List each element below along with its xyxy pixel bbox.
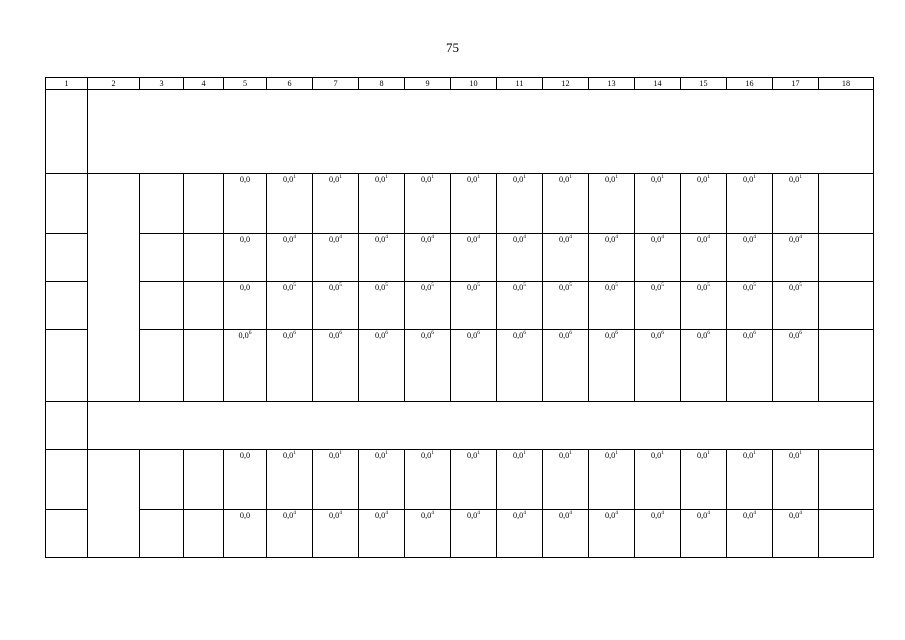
footnote-mark: 6	[339, 330, 342, 337]
footnote-mark: 1	[431, 450, 434, 457]
value-cell: $0,0^4$	[313, 234, 359, 282]
footnote-mark: 4	[707, 234, 710, 241]
value-cell	[184, 234, 224, 282]
table-row	[46, 234, 874, 282]
row-number	[46, 330, 88, 402]
value-cell: $0,0^1$	[727, 450, 773, 510]
footnote-mark: 4	[569, 234, 572, 241]
column-header: 8	[359, 78, 405, 90]
footnote-mark: 4	[431, 510, 434, 517]
footnote-mark: 5	[293, 282, 296, 289]
value-cell: $0,0^5$	[635, 282, 681, 330]
footnote-mark: 1	[477, 174, 480, 181]
value-cell: $0,0^4$	[497, 510, 543, 558]
value-cell: $0,0^1$	[451, 450, 497, 510]
value-cell: $0,0^4$	[727, 510, 773, 558]
footnote-mark: 6	[661, 330, 664, 337]
table-row	[46, 450, 874, 510]
column-header: 1	[46, 78, 88, 90]
responsible-organization	[88, 450, 140, 558]
footnote-mark: 4	[523, 234, 526, 241]
table-row	[46, 510, 874, 558]
column-header: 16	[727, 78, 773, 90]
value-cell: $0,0^4$	[267, 234, 313, 282]
value-cell: $0,0^4$	[773, 234, 819, 282]
value-cell: $0,0^1$	[635, 450, 681, 510]
value-cell: $0,0^4$	[359, 510, 405, 558]
footnote-mark: 4	[339, 234, 342, 241]
value-cell	[819, 450, 874, 510]
footnote-mark: 4	[661, 510, 664, 517]
value-cell: $0,0^6$	[635, 330, 681, 402]
footnote-mark: 5	[477, 282, 480, 289]
section-description	[88, 90, 874, 174]
footnote-mark: 1	[799, 450, 802, 457]
value-cell: $0,0^5$	[313, 282, 359, 330]
value-cell: $0,0^1$	[359, 450, 405, 510]
column-header: 14	[635, 78, 681, 90]
footnote-mark: 6	[799, 330, 802, 337]
footnote-mark: 1	[615, 450, 618, 457]
footnote-mark: 5	[385, 282, 388, 289]
footnote-mark: 1	[293, 174, 296, 181]
value-cell: $0,0^6$	[405, 330, 451, 402]
footnote-mark: 6	[477, 330, 480, 337]
footnote-mark: 4	[661, 234, 664, 241]
value-cell: $0,0^4$	[635, 510, 681, 558]
value-cell: $0,0^4$	[497, 234, 543, 282]
footnote-mark: 6	[615, 330, 618, 337]
value-cell: $0,0^4$	[359, 234, 405, 282]
value-cell	[819, 510, 874, 558]
column-header: 9	[405, 78, 451, 90]
value-cell: $0,0^1$	[497, 450, 543, 510]
value-cell	[184, 510, 224, 558]
footnote-mark: 1	[523, 450, 526, 457]
value-cell: $0,0^4$	[635, 234, 681, 282]
value-cell	[819, 330, 874, 402]
value-cell: $0,0^6$	[681, 330, 727, 402]
footnote-mark: 5	[753, 282, 756, 289]
row-number	[46, 282, 88, 330]
footnote-mark: 6	[293, 330, 296, 337]
footnote-mark: 1	[661, 174, 664, 181]
footnote-mark: 4	[707, 510, 710, 517]
value-cell: $0,0^1$	[405, 174, 451, 234]
footnote-mark: 1	[707, 174, 710, 181]
value-cell: $0,0^4$	[773, 510, 819, 558]
value-cell: 0,0	[224, 234, 267, 282]
column-header: 12	[543, 78, 589, 90]
value-cell: $0,0^5$	[727, 282, 773, 330]
value-cell: $0,0^4$	[405, 510, 451, 558]
row-number	[46, 90, 88, 174]
value-cell: $0,0^6$	[224, 330, 267, 402]
footnote-mark: 6	[707, 330, 710, 337]
column-header: 15	[681, 78, 727, 90]
footnote-mark: 6	[385, 330, 388, 337]
footnote-mark: 4	[385, 234, 388, 241]
value-cell	[184, 282, 224, 330]
row-number	[46, 450, 88, 510]
value-cell: $0,0^4$	[589, 234, 635, 282]
value-cell: $0,0^1$	[451, 174, 497, 234]
value-cell: $0,0^4$	[681, 234, 727, 282]
row-number	[46, 402, 88, 450]
value-cell: $0,0^4$	[267, 510, 313, 558]
value-cell: $0,0^1$	[589, 174, 635, 234]
footnote-mark: 1	[707, 450, 710, 457]
value-cell: $0,0^6$	[267, 330, 313, 402]
column-header: 7	[313, 78, 359, 90]
table-row	[46, 282, 874, 330]
footnote-mark: 4	[293, 510, 296, 517]
footnote-mark: 4	[431, 234, 434, 241]
value-cell: $0,0^4$	[543, 510, 589, 558]
funding-source	[140, 174, 184, 234]
value-cell: $0,0^5$	[405, 282, 451, 330]
value-cell	[184, 174, 224, 234]
footnote-mark: 5	[661, 282, 664, 289]
value-cell: 0,0	[224, 450, 267, 510]
footnote-mark: 5	[707, 282, 710, 289]
value-cell: $0,0^1$	[267, 174, 313, 234]
section-row	[46, 402, 874, 450]
table-row	[46, 174, 874, 234]
value-cell: $0,0^6$	[543, 330, 589, 402]
footnote-mark: 6	[569, 330, 572, 337]
value-cell: $0,0^5$	[773, 282, 819, 330]
value-cell: $0,0^1$	[635, 174, 681, 234]
funding-source	[140, 234, 184, 282]
footnote-mark: 6	[523, 330, 526, 337]
footnote-mark: 1	[523, 174, 526, 181]
value-cell: 0,0	[224, 174, 267, 234]
value-cell: $0,0^6$	[313, 330, 359, 402]
value-cell: $0,0^6$	[497, 330, 543, 402]
footnote-mark: 1	[431, 174, 434, 181]
value-cell: $0,0^1$	[543, 174, 589, 234]
value-cell: $0,0^6$	[773, 330, 819, 402]
value-cell: $0,0^4$	[405, 234, 451, 282]
page-number: 75	[446, 40, 459, 55]
column-header: 4	[184, 78, 224, 90]
value-cell: $0,0^5$	[451, 282, 497, 330]
footnote-mark: 5	[569, 282, 572, 289]
footnote-mark: 4	[615, 234, 618, 241]
footnote-mark: 1	[569, 174, 572, 181]
footnote-mark: 5	[799, 282, 802, 289]
responsible-organization	[88, 174, 140, 402]
budget-table	[45, 77, 874, 558]
value-cell: $0,0^1$	[405, 450, 451, 510]
value-cell	[819, 282, 874, 330]
footnote-mark: 4	[293, 234, 296, 241]
footnote-mark: 1	[661, 450, 664, 457]
value-cell: $0,0^1$	[681, 174, 727, 234]
footnote-mark: 1	[385, 450, 388, 457]
table-row	[46, 330, 874, 402]
column-header: 3	[140, 78, 184, 90]
footnote-mark: 1	[477, 450, 480, 457]
value-cell: $0,0^1$	[543, 450, 589, 510]
column-header: 5	[224, 78, 267, 90]
footnote-mark: 6	[753, 330, 756, 337]
column-header: 10	[451, 78, 497, 90]
footnote-mark: 4	[477, 234, 480, 241]
footnote-mark: 1	[799, 174, 802, 181]
value-cell	[819, 234, 874, 282]
footnote-mark: 4	[799, 234, 802, 241]
column-header: 13	[589, 78, 635, 90]
value-cell: $0,0^5$	[543, 282, 589, 330]
row-number	[46, 234, 88, 282]
footnote-mark: 5	[615, 282, 618, 289]
column-header: 11	[497, 78, 543, 90]
footnote-mark: 4	[615, 510, 618, 517]
footnote-mark: 1	[569, 450, 572, 457]
funding-source	[140, 282, 184, 330]
value-cell: $0,0^1$	[727, 174, 773, 234]
value-cell: $0,0^6$	[727, 330, 773, 402]
footnote-mark: 4	[477, 510, 480, 517]
value-cell: $0,0^6$	[359, 330, 405, 402]
value-cell: 0,0	[224, 282, 267, 330]
funding-source	[140, 330, 184, 402]
value-cell: $0,0^1$	[313, 174, 359, 234]
value-cell: $0,0^5$	[267, 282, 313, 330]
row-number	[46, 174, 88, 234]
footnote-mark: 4	[753, 234, 756, 241]
footnote-mark: 1	[339, 174, 342, 181]
value-cell: $0,0^1$	[773, 450, 819, 510]
value-cell: $0,0^5$	[497, 282, 543, 330]
footnote-mark: 5	[523, 282, 526, 289]
value-cell: $0,0^1$	[681, 450, 727, 510]
footnote-mark: 6	[248, 330, 252, 337]
value-cell: $0,0^1$	[359, 174, 405, 234]
column-header: 18	[819, 78, 874, 90]
value-cell: $0,0^4$	[589, 510, 635, 558]
value-cell: $0,0^1$	[267, 450, 313, 510]
footnote-mark: 4	[799, 510, 802, 517]
funding-source	[140, 510, 184, 558]
footnote-mark: 1	[339, 450, 342, 457]
value-cell: $0,0^1$	[313, 450, 359, 510]
value-cell	[184, 450, 224, 510]
footnote-mark: 1	[385, 174, 388, 181]
footnote-mark: 4	[523, 510, 526, 517]
footnote-mark: 4	[569, 510, 572, 517]
footnote-mark: 5	[431, 282, 434, 289]
column-header: 6	[267, 78, 313, 90]
footnote-mark: 6	[431, 330, 434, 337]
value-cell: $0,0^1$	[773, 174, 819, 234]
footnote-mark: 4	[385, 510, 388, 517]
funding-source	[140, 450, 184, 510]
value-cell: $0,0^4$	[451, 234, 497, 282]
value-cell: $0,0^4$	[543, 234, 589, 282]
value-cell: $0,0^5$	[359, 282, 405, 330]
section-description	[88, 402, 874, 450]
footnote-mark: 1	[293, 450, 296, 457]
value-cell: $0,0^4$	[727, 234, 773, 282]
footnote-mark: 1	[753, 174, 756, 181]
value-cell: $0,0^5$	[589, 282, 635, 330]
footnote-mark: 4	[339, 510, 342, 517]
footnote-mark: 5	[339, 282, 342, 289]
value-cell	[819, 174, 874, 234]
value-cell	[184, 330, 224, 402]
value-cell: 0,0	[224, 510, 267, 558]
value-cell: $0,0^4$	[451, 510, 497, 558]
column-header: 17	[773, 78, 819, 90]
footnote-mark: 4	[753, 510, 756, 517]
value-cell: $0,0^6$	[451, 330, 497, 402]
value-cell: $0,0^1$	[589, 450, 635, 510]
header-row	[46, 78, 874, 90]
row-number	[46, 510, 88, 558]
value-cell: $0,0^1$	[497, 174, 543, 234]
footnote-mark: 1	[615, 174, 618, 181]
footnote-mark: 1	[753, 450, 756, 457]
column-header: 2	[88, 78, 140, 90]
value-cell: $0,0^5$	[681, 282, 727, 330]
value-cell: $0,0^6$	[589, 330, 635, 402]
section-row	[46, 90, 874, 174]
value-cell: $0,0^4$	[681, 510, 727, 558]
value-cell: $0,0^4$	[313, 510, 359, 558]
